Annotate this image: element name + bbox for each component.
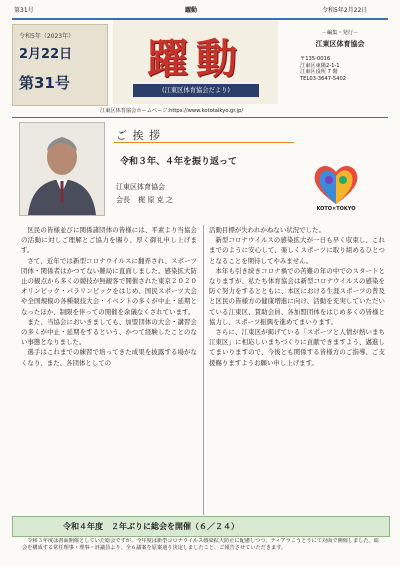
masthead xyxy=(113,20,278,104)
masthead-subtitle: (江東区体育協会だより) xyxy=(133,84,259,97)
publisher-address xyxy=(290,56,390,82)
homepage-line[interactable]: 江東区体育協会ホームページ:https://www.kototaikyo.gr.jp/ xyxy=(100,108,244,114)
publisher-name: 江東区体育協会 xyxy=(315,39,365,48)
author-role: 会長 xyxy=(116,196,130,204)
column-divider xyxy=(203,225,204,515)
paragraph: 新型コロナウイルスの感染拡大が一日も早く収束し、これまでのように安心して、楽しくスポーツに取り組めるひとつとなることを期待してやみません。 xyxy=(209,236,385,265)
issue-number-box: 第31号 xyxy=(19,74,70,92)
greeting-column-2 xyxy=(209,225,385,515)
notice-banner xyxy=(12,516,390,537)
author-org: 江東区体育協会 xyxy=(116,183,165,191)
date-box xyxy=(12,24,108,106)
paragraph: さて、近年では新型コロナウイルスに翻弄され、スポーツ団体・関係者はかつてない難局に直面しました。感染拡大防止の観点から多くの競技が無観客で開催された東京２０２０オリンピック・パラリンピックをはじめ、国民スポーツ大会や全国規模の各種競技大会・イベントの多くが中止・延期となったほか、制限を伴っての開催を余儀なくされています。 xyxy=(21,256,197,316)
address-line: 江東区東陽2-1-1 xyxy=(300,62,340,69)
paragraph: 区民の皆様並びに関係諸団体の皆様には、平素より当協会の活動に対しご理解とご協力を賜り、厚く御礼申し上げます。 xyxy=(21,226,197,255)
koto-tokyo-logo xyxy=(310,162,362,214)
paragraph: 選手はこれまでの練習で培ってきた成果を披露する場がなくなり、また、各団体としての xyxy=(21,348,197,367)
paragraph: さらに、江東区が掲げている「スポーツと人情が熱いまち江東区」に相応しいまちづくりに貢献できますよう、邁進してまいりますので、今後とも関係する皆様方のご指導、ご支援賜りますようお願い申し上げます。 xyxy=(209,328,385,367)
heart-icon xyxy=(310,162,362,206)
notice-text: 令和３年度は書面開催としていた総会ですが、今年度は新型コロナウイルス感染拡大防止に配慮しつつ、ティアラこうとうにて対面で開催しました。総会を構成する常任理事・理事・評議員より、全６議案を原案通り決定しましたこと、ご報告させていただきます。 xyxy=(22,538,380,551)
address-line: 江東区役所 7 階 xyxy=(300,69,338,76)
logo-caption: KOTO×TOKYO xyxy=(316,206,356,212)
paragraph: また、当協会においきましても、加盟団体の大会・講習会の多くが中止・延期をするという、かつて経験したことのない事態となりました。 xyxy=(21,317,197,347)
greeting-headline: 令和３年、４年を振り返って xyxy=(120,157,238,167)
date-era: 令和5年（2023年） xyxy=(19,33,75,40)
address-line: TEL03-3647-5402 xyxy=(300,75,347,82)
author-name: 梶 原 克 之 xyxy=(138,196,173,204)
publisher-label: －編集・発行－ xyxy=(321,30,359,36)
greeting-section-label: ご 挨 拶 xyxy=(116,129,161,142)
publisher-block xyxy=(290,30,390,82)
header-bottom-rule xyxy=(12,117,388,118)
date-main: 2月22日 xyxy=(19,47,73,62)
notice-banner-text: 令和４年度 ２年ぶりに総会を開催（６／２４） xyxy=(63,522,239,531)
center-title-top: 躍動 xyxy=(185,7,198,14)
date-top: 令和5年2月22日 xyxy=(322,7,368,14)
greeting-column-1 xyxy=(21,225,197,515)
masthead-title: 躍動 xyxy=(147,35,245,83)
portrait-photo xyxy=(19,122,105,216)
portrait-icon xyxy=(20,123,104,215)
greeting-rule xyxy=(114,142,294,143)
address-line: 〒135-0016 xyxy=(300,56,331,63)
paragraph: 本年も引き続きコロナ禍での苦難の年の中でのスタートとなりますが、私たち体育協会は新型コロナウイルスの感染を防ぐ努力をするとともに、本区における生涯スポーツの普及と区民の皆様方の健康増進に向け、活動を充実していただいている江東区、賛助会員、各加盟団体をはじめ多くの皆様と協力し、スポーツ振興を進めてまいります。 xyxy=(209,266,385,326)
paragraph: 活動目標が失われかねない状況でした。 xyxy=(209,226,325,234)
issue-number-top: 第31号 xyxy=(14,7,34,14)
author-line xyxy=(116,195,173,205)
